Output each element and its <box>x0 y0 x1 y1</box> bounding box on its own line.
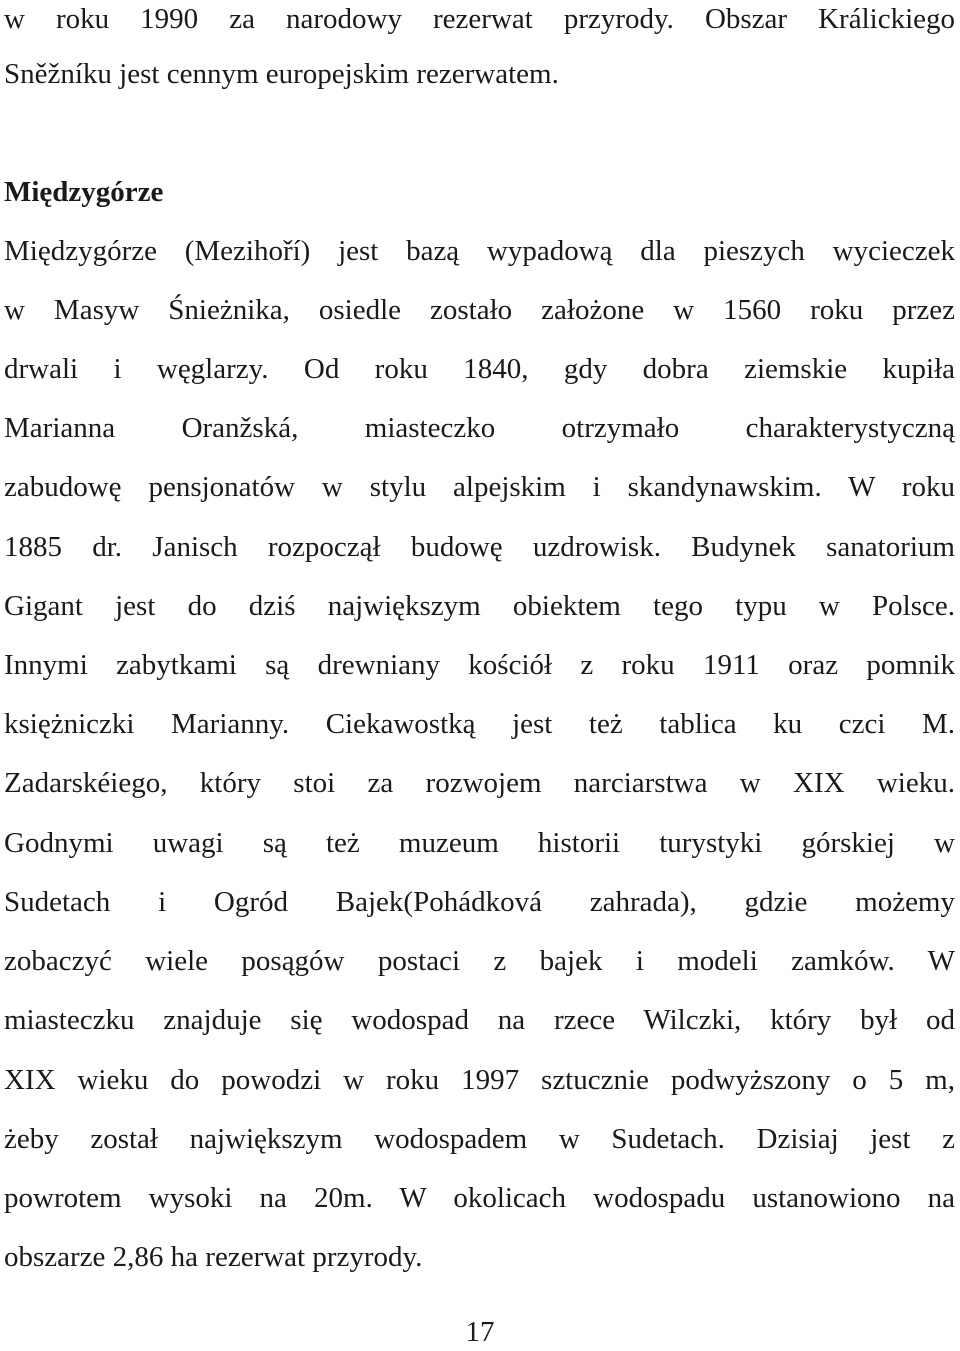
page-number: 17 <box>465 1316 495 1348</box>
section-heading: Międzygórze <box>4 176 164 208</box>
paragraph-line: zabudowę pensjonatów w stylu alpejskim i skandynawskim. W roku <box>4 471 955 503</box>
paragraph-line: obszarze 2,86 ha rezerwat przyrody. <box>4 1241 423 1273</box>
paragraph-line: w Masyw Śnieżnika, osiedle zostało założone w 1560 roku przez <box>4 294 955 326</box>
paragraph-line: żeby został największym wodospadem w Sudetach. Dzisiaj jest z <box>4 1123 955 1155</box>
paragraph-line: drwali i węglarzy. Od roku 1840, gdy dobra ziemskie kupiła <box>4 353 955 385</box>
paragraph-line: Marianna Oranžská, miasteczko otrzymało charakterystyczną <box>4 412 955 444</box>
paragraph-line: zobaczyć wiele posągów postaci z bajek i modeli zamków. W <box>4 945 955 977</box>
paragraph-line: w roku 1990 za narodowy rezerwat przyrody. Obszar Králickiego <box>4 3 955 35</box>
paragraph-line: 1885 dr. Janisch rozpoczął budowę uzdrowisk. Budynek sanatorium <box>4 531 955 563</box>
paragraph-line: Sudetach i Ogród Bajek(Pohádková zahrada), gdzie możemy <box>4 886 955 918</box>
paragraph-line: miasteczku znajduje się wodospad na rzece Wilczki, który był od <box>4 1004 955 1036</box>
paragraph-line: Gigant jest do dziś największym obiektem tego typu w Polsce. <box>4 590 955 622</box>
paragraph-line: Sněžníku jest cennym europejskim rezerwatem. <box>4 58 559 90</box>
paragraph-line: XIX wieku do powodzi w roku 1997 sztucznie podwyższony o 5 m, <box>4 1064 955 1096</box>
paragraph-line: powrotem wysoki na 20m. W okolicach wodospadu ustanowiono na <box>4 1182 955 1214</box>
paragraph-line: Innymi zabytkami są drewniany kościół z roku 1911 oraz pomnik <box>4 649 955 681</box>
paragraph-line: Zadarskéiego, który stoi za rozwojem narciarstwa w XIX wieku. <box>4 767 955 799</box>
paragraph-line: Międzygórze (Mezihoří) jest bazą wypadową dla pieszych wycieczek <box>4 235 955 267</box>
paragraph-line: Godnymi uwagi są też muzeum historii turystyki górskiej w <box>4 827 955 859</box>
paragraph-line: księżniczki Marianny. Ciekawostką jest też tablica ku czci M. <box>4 708 955 740</box>
